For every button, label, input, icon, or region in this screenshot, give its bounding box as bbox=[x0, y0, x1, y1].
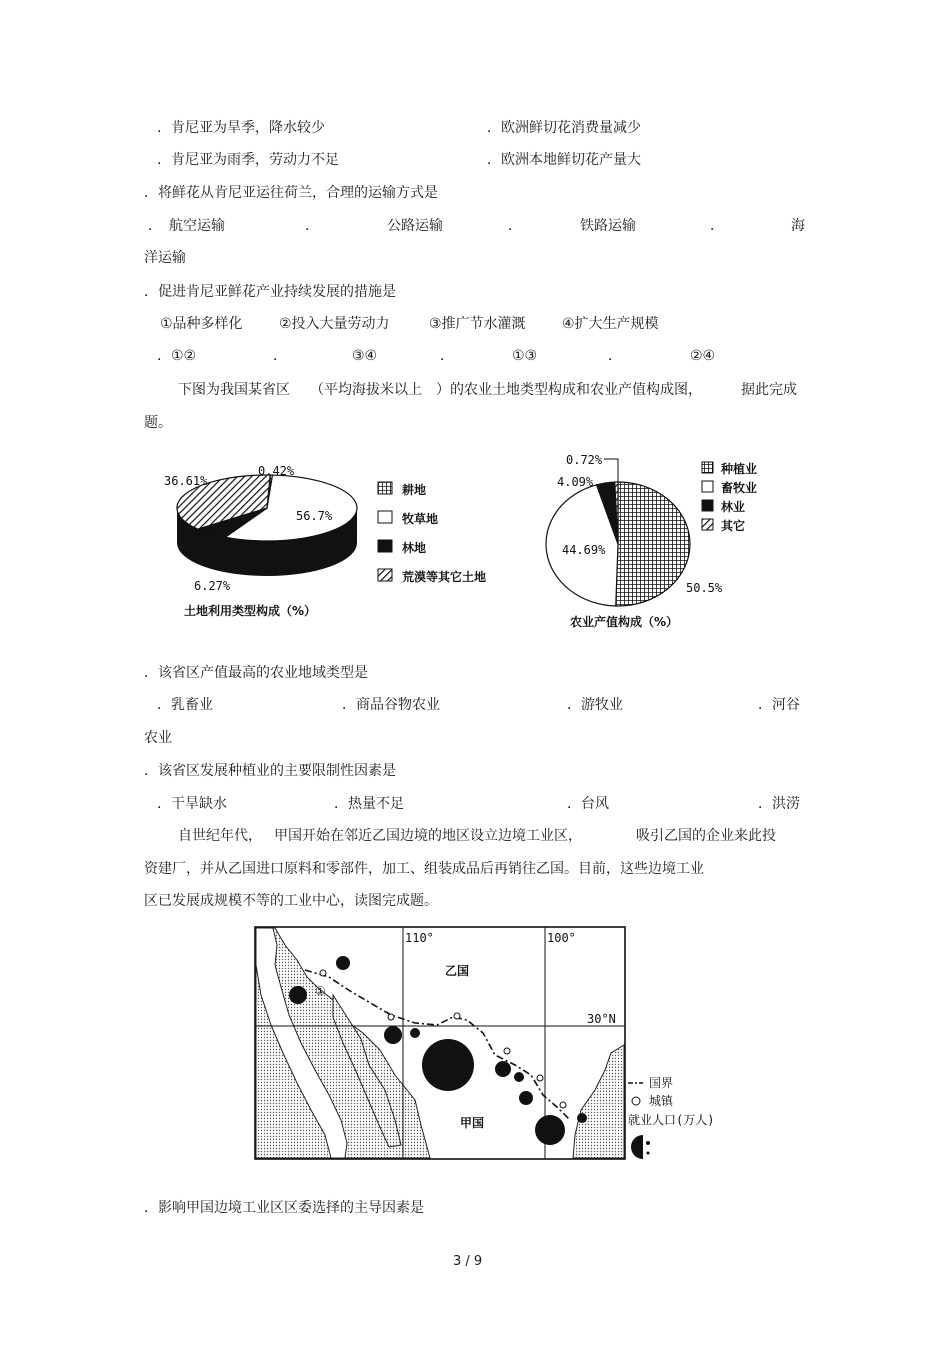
city-circle bbox=[514, 1072, 524, 1082]
legend-swatch-black bbox=[378, 540, 392, 552]
value-label: 44.69% bbox=[562, 543, 606, 557]
city-circle bbox=[336, 956, 350, 970]
intro-text: 资建厂，并从乙国进口原料和零部件，加工、组装成品后再销往乙国。目前，这些边境工业 bbox=[144, 861, 704, 877]
value-label: 0.42% bbox=[258, 464, 295, 478]
border-town bbox=[560, 1102, 566, 1108]
option-d-continued: 洋运输 bbox=[144, 250, 186, 266]
city-circle bbox=[410, 1028, 420, 1038]
option-c: ．肯尼亚为雨季，劳动力不足 bbox=[157, 152, 339, 168]
option-c-dot: ． bbox=[508, 218, 522, 234]
country-label: 甲国 bbox=[460, 1116, 485, 1130]
land-use-chart bbox=[150, 450, 520, 630]
border-town bbox=[504, 1048, 510, 1054]
option-c: ①③ bbox=[512, 348, 538, 364]
city-circle-large bbox=[422, 1039, 474, 1091]
intro-text: 甲国开始在邻近乙国边境的地区设立边境工业区， bbox=[274, 828, 582, 844]
legend-swatch-white bbox=[378, 511, 392, 523]
question-stem: ．影响甲国边境工业区区委选择的主导因素是 bbox=[144, 1200, 424, 1216]
intro-text: 题。 bbox=[144, 415, 172, 431]
border-town bbox=[320, 970, 326, 976]
option-d-dot: ． bbox=[710, 218, 724, 234]
legend-size-swatch bbox=[646, 1141, 650, 1145]
legend-swatch-grid bbox=[378, 482, 392, 494]
border-town bbox=[454, 1013, 460, 1019]
chart-title: 土地利用类型构成（%） bbox=[184, 604, 317, 618]
intro-text: 自世纪年代， bbox=[178, 828, 262, 844]
legend-label: 国界 bbox=[649, 1076, 674, 1090]
lon-label: 100° bbox=[547, 931, 576, 945]
legend-label: 牧草地 bbox=[402, 512, 439, 526]
statement-2: ②投入大量劳动力 bbox=[279, 316, 390, 332]
legend-label: 耕地 bbox=[402, 483, 427, 497]
option-d-dot: ． bbox=[608, 348, 622, 364]
legend-swatch-hatch bbox=[702, 519, 713, 530]
option-d: ②④ bbox=[690, 348, 716, 364]
intro-text: ）的农业土地类型构成和农业产值构成图， bbox=[436, 382, 702, 398]
legend-label: 荒漠等其它土地 bbox=[402, 570, 487, 584]
intro-text: （平均海拔米以上 bbox=[310, 382, 422, 398]
value-label: 56.7% bbox=[296, 509, 333, 523]
marker-label: ① bbox=[315, 984, 326, 998]
legend-swatch-white bbox=[702, 481, 713, 492]
city-circle bbox=[384, 1026, 402, 1044]
border-town bbox=[388, 1014, 394, 1020]
option-b: ．热量不足 bbox=[334, 796, 404, 812]
option-b: ③④ bbox=[352, 348, 378, 364]
option-b: ．欧洲鲜切花消费量减少 bbox=[487, 120, 641, 136]
agri-output-chart bbox=[540, 448, 790, 633]
option-a: ． 航空运输 bbox=[148, 218, 225, 234]
city-circle bbox=[289, 986, 307, 1004]
option-d-continued: 农业 bbox=[144, 730, 172, 746]
intro-text: 区已发展成规模不等的工业中心，读图完成题。 bbox=[144, 893, 438, 909]
option-c: ．台风 bbox=[567, 796, 609, 812]
chart-title: 农业产值构成（%） bbox=[570, 615, 679, 629]
legend-size-swatch bbox=[631, 1135, 643, 1159]
option-b: ．商品谷物农业 bbox=[342, 697, 440, 713]
value-label: 36.61% bbox=[164, 474, 208, 488]
legend-label: 林业 bbox=[721, 500, 746, 514]
intro-text: 吸引乙国的企业来此投 bbox=[636, 828, 776, 844]
legend-swatch-hatch bbox=[378, 569, 392, 581]
option-d: ．欧洲本地鲜切花产量大 bbox=[487, 152, 641, 168]
legend-label: 就业人口(万人) bbox=[628, 1113, 715, 1127]
leader-line bbox=[604, 459, 618, 484]
value-label: 6.27% bbox=[194, 579, 231, 593]
legend-label: 其它 bbox=[721, 519, 746, 533]
country-label: 乙国 bbox=[445, 964, 470, 978]
legend-label: 种植业 bbox=[721, 462, 758, 476]
question-stem: ．促进肯尼亚鲜花产业持续发展的措施是 bbox=[144, 284, 396, 300]
option-a: ．乳畜业 bbox=[157, 697, 213, 713]
option-b-dot: ． bbox=[273, 348, 287, 364]
option-b-dot: ． bbox=[305, 218, 319, 234]
legend-label: 林地 bbox=[402, 541, 427, 555]
value-label: 4.09% bbox=[557, 475, 594, 489]
lat-label: 30°N bbox=[587, 1012, 616, 1026]
intro-text: 据此完成 bbox=[741, 382, 797, 398]
city-circle bbox=[495, 1061, 511, 1077]
option-b: 公路运输 bbox=[387, 218, 443, 234]
border-town bbox=[537, 1075, 543, 1081]
option-d: ．河谷 bbox=[758, 697, 800, 713]
legend-swatch-black bbox=[702, 500, 713, 511]
question-stem: ．将鲜花从肯尼亚运往荷兰，合理的运输方式是 bbox=[144, 185, 438, 201]
option-c-dot: ． bbox=[440, 348, 454, 364]
page-number: 3 / 9 bbox=[453, 1254, 483, 1269]
option-c: ．游牧业 bbox=[567, 697, 623, 713]
city-circle bbox=[577, 1113, 587, 1123]
legend-town-swatch bbox=[632, 1097, 640, 1105]
value-label: 50.5% bbox=[686, 581, 723, 595]
legend-label: 畜牧业 bbox=[721, 481, 758, 495]
legend-label: 城镇 bbox=[649, 1094, 674, 1108]
statement-1: ①品种多样化 bbox=[160, 316, 243, 332]
option-a: ．肯尼亚为旱季，降水较少 bbox=[157, 120, 325, 136]
option-d: ．洪涝 bbox=[758, 796, 800, 812]
legend-swatch-grid bbox=[702, 462, 713, 473]
question-stem: ．该省区发展种植业的主要限制性因素是 bbox=[144, 763, 396, 779]
pie-slice bbox=[616, 482, 690, 606]
option-a: ．①② bbox=[157, 348, 197, 364]
statement-4: ④扩大生产规模 bbox=[562, 316, 659, 332]
question-stem: ．该省区产值最高的农业地域类型是 bbox=[144, 665, 368, 681]
option-a: ．干旱缺水 bbox=[157, 796, 227, 812]
option-c: 铁路运输 bbox=[580, 218, 636, 234]
intro-text: 下图为我国某省区 bbox=[178, 382, 290, 398]
border-industry-map bbox=[245, 925, 715, 1175]
lon-label: 110° bbox=[405, 931, 434, 945]
legend-size-swatch bbox=[647, 1152, 650, 1155]
value-label: 0.72% bbox=[566, 453, 603, 467]
option-d: 海 bbox=[791, 218, 805, 234]
city-circle bbox=[535, 1115, 565, 1145]
statement-3: ③推广节水灌溉 bbox=[429, 316, 526, 332]
city-circle bbox=[519, 1091, 533, 1105]
